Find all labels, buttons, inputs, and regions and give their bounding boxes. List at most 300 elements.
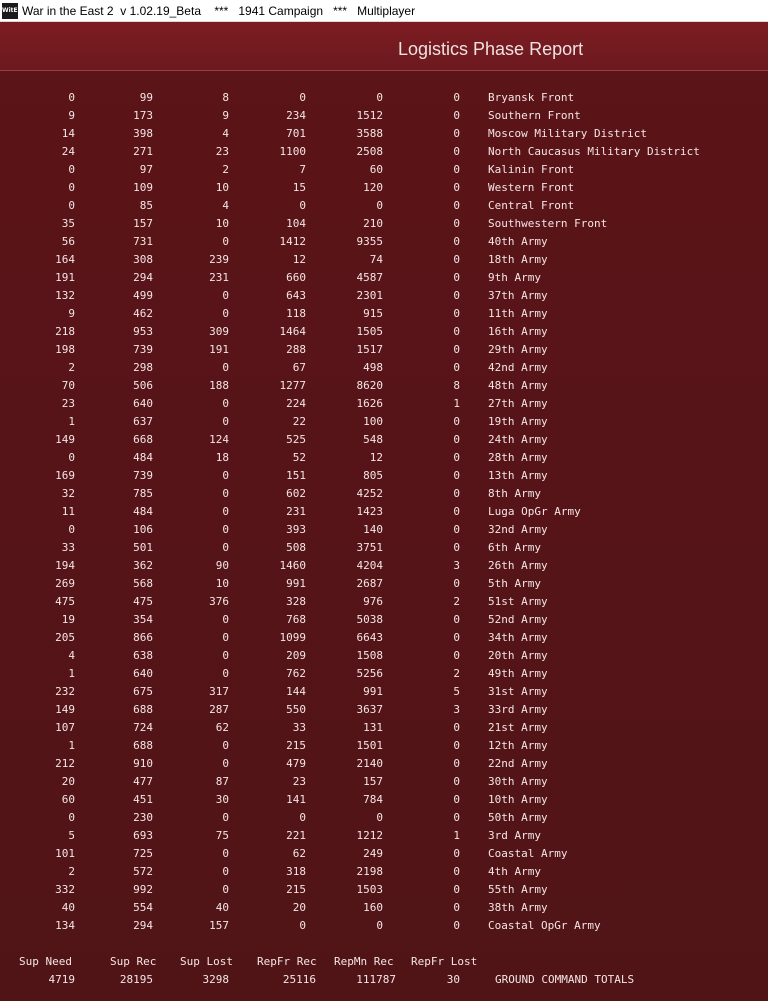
cell-sup-rec: 725 xyxy=(133,847,153,860)
cell-sup-lost: 0 xyxy=(222,649,229,662)
cell-repfr-lost: 0 xyxy=(453,883,460,896)
cell-sup-rec: 910 xyxy=(133,757,153,770)
table-row xyxy=(0,287,768,305)
cell-repfr-lost: 0 xyxy=(453,487,460,500)
cell-sup-lost: 0 xyxy=(222,415,229,428)
cell-sup-need: 101 xyxy=(55,847,75,860)
cell-repfr-rec: 141 xyxy=(286,793,306,806)
cell-sup-rec: 477 xyxy=(133,775,153,788)
cell-sup-lost: 0 xyxy=(222,235,229,248)
cell-sup-lost: 10 xyxy=(215,181,229,194)
cell-repfr-lost: 0 xyxy=(453,109,460,122)
cell-sup-need: 149 xyxy=(55,703,75,716)
cell-repmn-rec: 100 xyxy=(363,415,383,428)
cell-sup-rec: 157 xyxy=(133,217,153,230)
cell-repmn-rec: 0 xyxy=(376,811,383,824)
cell-repfr-lost: 0 xyxy=(453,649,460,662)
cell-repfr-rec: 23 xyxy=(292,775,306,788)
cell-sup-need: 0 xyxy=(68,451,75,464)
window-titlebar xyxy=(0,0,768,22)
cell-repfr-lost: 1 xyxy=(453,829,460,842)
cell-repfr-rec: 12 xyxy=(292,253,306,266)
table-row xyxy=(0,845,768,863)
table-row xyxy=(0,719,768,737)
cell-sup-need: 332 xyxy=(55,883,75,896)
cell-sup-lost: 0 xyxy=(222,613,229,626)
cell-sup-need: 212 xyxy=(55,757,75,770)
cell-sup-lost: 287 xyxy=(209,703,229,716)
cell-sup-lost: 0 xyxy=(222,487,229,500)
cell-sup-lost: 0 xyxy=(222,883,229,896)
table-row xyxy=(0,809,768,827)
cell-repmn-rec: 5256 xyxy=(356,667,383,680)
cell-sup-rec: 739 xyxy=(133,469,153,482)
cell-sup-lost: 4 xyxy=(222,199,229,212)
cell-repfr-rec: 768 xyxy=(286,613,306,626)
cell-repfr-rec: 1099 xyxy=(279,631,306,644)
cell-sup-rec: 294 xyxy=(133,271,153,284)
cell-sup-rec: 688 xyxy=(133,703,153,716)
cell-repfr-rec: 231 xyxy=(286,505,306,518)
cell-sup-need: 0 xyxy=(68,523,75,536)
cell-repmn-rec: 131 xyxy=(363,721,383,734)
cell-sup-rec: 484 xyxy=(133,505,153,518)
cell-repfr-rec: 1460 xyxy=(279,559,306,572)
cell-repfr-lost: 8 xyxy=(453,379,460,392)
cell-sup-lost: 90 xyxy=(215,559,229,572)
cell-repfr-rec: 118 xyxy=(286,307,306,320)
cell-sup-rec: 554 xyxy=(133,901,153,914)
cell-unit-name: 29th Army xyxy=(488,343,548,356)
cell-repmn-rec: 8620 xyxy=(356,379,383,392)
cell-repmn-rec: 140 xyxy=(363,523,383,536)
cell-repfr-lost: 1 xyxy=(453,397,460,410)
cell-unit-name: 21st Army xyxy=(488,721,548,734)
table-row xyxy=(0,179,768,197)
cell-sup-lost: 0 xyxy=(222,739,229,752)
table-row xyxy=(0,755,768,773)
cell-repfr-rec: 151 xyxy=(286,469,306,482)
cell-sup-need: 169 xyxy=(55,469,75,482)
cell-sup-lost: 30 xyxy=(215,793,229,806)
cell-sup-lost: 0 xyxy=(222,865,229,878)
cell-repfr-lost: 3 xyxy=(453,703,460,716)
table-row xyxy=(0,269,768,287)
cell-sup-rec: 308 xyxy=(133,253,153,266)
cell-repfr-lost: 0 xyxy=(453,577,460,590)
cell-repmn-rec: 991 xyxy=(363,685,383,698)
cell-unit-name: 16th Army xyxy=(488,325,548,338)
cell-sup-need: 149 xyxy=(55,433,75,446)
cell-repfr-lost: 0 xyxy=(453,631,460,644)
cell-sup-need: 5 xyxy=(68,829,75,842)
header-repfr-rec: RepFr Rec xyxy=(257,955,317,968)
cell-sup-rec: 637 xyxy=(133,415,153,428)
cell-repmn-rec: 1517 xyxy=(356,343,383,356)
cell-unit-name: 52nd Army xyxy=(488,613,548,626)
total-sup-rec: 28195 xyxy=(119,973,153,986)
cell-repfr-rec: 221 xyxy=(286,829,306,842)
cell-repfr-lost: 0 xyxy=(453,541,460,554)
cell-repfr-lost: 0 xyxy=(453,343,460,356)
cell-sup-lost: 18 xyxy=(215,451,229,464)
cell-repmn-rec: 2687 xyxy=(356,577,383,590)
cell-repmn-rec: 1505 xyxy=(356,325,383,338)
table-row xyxy=(0,503,768,521)
table-row xyxy=(0,431,768,449)
cell-sup-lost: 157 xyxy=(209,919,229,932)
table-row xyxy=(0,521,768,539)
cell-repmn-rec: 157 xyxy=(363,775,383,788)
cell-repfr-lost: 0 xyxy=(453,919,460,932)
cell-sup-rec: 462 xyxy=(133,307,153,320)
cell-sup-need: 0 xyxy=(68,163,75,176)
cell-sup-rec: 354 xyxy=(133,613,153,626)
cell-sup-lost: 0 xyxy=(222,289,229,302)
cell-repfr-lost: 0 xyxy=(453,325,460,338)
cell-repfr-rec: 7 xyxy=(299,163,306,176)
table-row xyxy=(0,197,768,215)
total-repfr-rec: 25116 xyxy=(282,973,316,986)
cell-sup-rec: 85 xyxy=(139,199,153,212)
report-body[interactable] xyxy=(0,71,768,1001)
cell-sup-need: 14 xyxy=(61,127,75,140)
table-row xyxy=(0,629,768,647)
cell-sup-lost: 0 xyxy=(222,397,229,410)
cell-repfr-rec: 762 xyxy=(286,667,306,680)
cell-sup-lost: 0 xyxy=(222,667,229,680)
cell-sup-need: 23 xyxy=(61,397,75,410)
cell-repmn-rec: 9355 xyxy=(356,235,383,248)
cell-repmn-rec: 4587 xyxy=(356,271,383,284)
cell-sup-lost: 87 xyxy=(215,775,229,788)
cell-sup-lost: 317 xyxy=(209,685,229,698)
cell-unit-name: 28th Army xyxy=(488,451,548,464)
window-title: War in the East 2 v 1.02.19_Beta *** 1941 Campaign *** Multiplayer xyxy=(22,3,416,18)
cell-repfr-rec: 602 xyxy=(286,487,306,500)
cell-sup-need: 198 xyxy=(55,343,75,356)
cell-sup-rec: 499 xyxy=(133,289,153,302)
cell-repfr-lost: 0 xyxy=(453,811,460,824)
cell-repmn-rec: 2301 xyxy=(356,289,383,302)
cell-repfr-rec: 643 xyxy=(286,289,306,302)
cell-sup-need: 2 xyxy=(68,865,75,878)
cell-unit-name: 13th Army xyxy=(488,469,548,482)
cell-repmn-rec: 784 xyxy=(363,793,383,806)
cell-unit-name: 33rd Army xyxy=(488,703,548,716)
cell-sup-lost: 40 xyxy=(215,901,229,914)
cell-repmn-rec: 1501 xyxy=(356,739,383,752)
cell-repmn-rec: 2508 xyxy=(356,145,383,158)
cell-unit-name: Coastal OpGr Army xyxy=(488,919,601,932)
cell-sup-need: 11 xyxy=(61,505,75,518)
cell-sup-need: 70 xyxy=(61,379,75,392)
cell-sup-need: 0 xyxy=(68,811,75,824)
totals-label: GROUND COMMAND TOTALS xyxy=(495,973,635,986)
cell-repfr-rec: 215 xyxy=(286,739,306,752)
cell-repfr-rec: 0 xyxy=(299,811,306,824)
table-row xyxy=(0,467,768,485)
cell-repmn-rec: 4204 xyxy=(356,559,383,572)
cell-repmn-rec: 210 xyxy=(363,217,383,230)
cell-unit-name: 4th Army xyxy=(488,865,541,878)
cell-sup-rec: 866 xyxy=(133,631,153,644)
total-sup-lost: 3298 xyxy=(202,973,229,986)
cell-repfr-rec: 1277 xyxy=(279,379,306,392)
cell-repfr-rec: 660 xyxy=(286,271,306,284)
cell-sup-rec: 271 xyxy=(133,145,153,158)
cell-repfr-lost: 0 xyxy=(453,253,460,266)
cell-sup-rec: 294 xyxy=(133,919,153,932)
cell-sup-rec: 173 xyxy=(133,109,153,122)
table-row xyxy=(0,107,768,125)
cell-repfr-lost: 0 xyxy=(453,271,460,284)
cell-sup-rec: 640 xyxy=(133,667,153,680)
cell-unit-name: 31st Army xyxy=(488,685,548,698)
cell-unit-name: 50th Army xyxy=(488,811,548,824)
cell-repmn-rec: 3588 xyxy=(356,127,383,140)
cell-repfr-rec: 33 xyxy=(292,721,306,734)
header-repmn-rec: RepMn Rec xyxy=(334,955,394,968)
cell-sup-rec: 638 xyxy=(133,649,153,662)
cell-repmn-rec: 805 xyxy=(363,469,383,482)
cell-unit-name: 12th Army xyxy=(488,739,548,752)
cell-repfr-lost: 0 xyxy=(453,361,460,374)
cell-sup-rec: 99 xyxy=(139,91,153,104)
cell-sup-need: 0 xyxy=(68,91,75,104)
cell-sup-need: 232 xyxy=(55,685,75,698)
cell-sup-lost: 10 xyxy=(215,577,229,590)
cell-repmn-rec: 5038 xyxy=(356,613,383,626)
cell-sup-rec: 572 xyxy=(133,865,153,878)
table-row xyxy=(0,251,768,269)
cell-sup-need: 0 xyxy=(68,181,75,194)
cell-repfr-lost: 0 xyxy=(453,307,460,320)
cell-unit-name: Luga OpGr Army xyxy=(488,505,581,518)
header-repfr-lost: RepFr Lost xyxy=(411,955,478,968)
cell-sup-need: 56 xyxy=(61,235,75,248)
cell-unit-name: 22nd Army xyxy=(488,757,548,770)
table-row xyxy=(0,377,768,395)
cell-repmn-rec: 1212 xyxy=(356,829,383,842)
cell-repmn-rec: 4252 xyxy=(356,487,383,500)
cell-sup-rec: 953 xyxy=(133,325,153,338)
cell-repfr-rec: 991 xyxy=(286,577,306,590)
cell-unit-name: 38th Army xyxy=(488,901,548,914)
cell-repfr-rec: 393 xyxy=(286,523,306,536)
cell-unit-name: 48th Army xyxy=(488,379,548,392)
cell-repmn-rec: 915 xyxy=(363,307,383,320)
cell-repfr-rec: 224 xyxy=(286,397,306,410)
cell-sup-rec: 693 xyxy=(133,829,153,842)
cell-sup-lost: 0 xyxy=(222,307,229,320)
table-row xyxy=(0,233,768,251)
cell-sup-rec: 298 xyxy=(133,361,153,374)
cell-repfr-rec: 1412 xyxy=(279,235,306,248)
table-row xyxy=(0,125,768,143)
cell-repfr-lost: 0 xyxy=(453,757,460,770)
cell-sup-need: 1 xyxy=(68,415,75,428)
cell-repfr-lost: 0 xyxy=(453,793,460,806)
cell-sup-lost: 309 xyxy=(209,325,229,338)
cell-repfr-lost: 0 xyxy=(453,199,460,212)
cell-sup-rec: 785 xyxy=(133,487,153,500)
cell-repfr-lost: 0 xyxy=(453,91,460,104)
cell-unit-name: 8th Army xyxy=(488,487,541,500)
cell-repfr-rec: 15 xyxy=(292,181,306,194)
cell-repfr-rec: 62 xyxy=(292,847,306,860)
cell-sup-lost: 9 xyxy=(222,109,229,122)
cell-repmn-rec: 498 xyxy=(363,361,383,374)
cell-repmn-rec: 3637 xyxy=(356,703,383,716)
cell-sup-rec: 451 xyxy=(133,793,153,806)
table-row xyxy=(0,827,768,845)
cell-unit-name: 55th Army xyxy=(488,883,548,896)
cell-sup-rec: 675 xyxy=(133,685,153,698)
cell-repfr-lost: 0 xyxy=(453,775,460,788)
cell-sup-rec: 739 xyxy=(133,343,153,356)
cell-repfr-rec: 1464 xyxy=(279,325,306,338)
table-row xyxy=(0,413,768,431)
cell-sup-lost: 0 xyxy=(222,469,229,482)
cell-sup-rec: 506 xyxy=(133,379,153,392)
cell-sup-rec: 688 xyxy=(133,739,153,752)
table-row xyxy=(0,593,768,611)
cell-unit-name: 37th Army xyxy=(488,289,548,302)
cell-sup-rec: 109 xyxy=(133,181,153,194)
cell-repfr-rec: 52 xyxy=(292,451,306,464)
cell-sup-need: 205 xyxy=(55,631,75,644)
cell-sup-lost: 0 xyxy=(222,541,229,554)
cell-sup-lost: 376 xyxy=(209,595,229,608)
header-sup-rec: Sup Rec xyxy=(110,955,157,968)
table-row xyxy=(0,737,768,755)
cell-repfr-lost: 0 xyxy=(453,469,460,482)
cell-unit-name: Western Front xyxy=(488,181,575,194)
table-row xyxy=(0,665,768,683)
cell-unit-name: 40th Army xyxy=(488,235,548,248)
cell-sup-lost: 124 xyxy=(209,433,229,446)
cell-sup-need: 107 xyxy=(55,721,75,734)
cell-sup-lost: 0 xyxy=(222,757,229,770)
cell-repmn-rec: 74 xyxy=(369,253,383,266)
report-title: Logistics Phase Report xyxy=(398,39,584,59)
cell-repmn-rec: 548 xyxy=(363,433,383,446)
table-row xyxy=(0,917,768,935)
cell-sup-lost: 10 xyxy=(215,217,229,230)
table-row xyxy=(0,773,768,791)
cell-unit-name: 49th Army xyxy=(488,667,548,680)
cell-repfr-lost: 0 xyxy=(453,433,460,446)
cell-sup-lost: 8 xyxy=(222,91,229,104)
cell-unit-name: 30th Army xyxy=(488,775,548,788)
cell-sup-need: 35 xyxy=(61,217,75,230)
cell-repfr-lost: 0 xyxy=(453,145,460,158)
cell-sup-lost: 0 xyxy=(222,505,229,518)
cell-repfr-rec: 234 xyxy=(286,109,306,122)
table-row xyxy=(0,143,768,161)
cell-repfr-rec: 67 xyxy=(292,361,306,374)
cell-repmn-rec: 1626 xyxy=(356,397,383,410)
table-row xyxy=(0,395,768,413)
cell-repfr-lost: 0 xyxy=(453,505,460,518)
app-icon: WitE2 xyxy=(2,3,18,19)
cell-unit-name: 27th Army xyxy=(488,397,548,410)
cell-repfr-lost: 0 xyxy=(453,739,460,752)
cell-unit-name: 51st Army xyxy=(488,595,548,608)
cell-sup-lost: 0 xyxy=(222,811,229,824)
cell-unit-name: 3rd Army xyxy=(488,829,541,842)
cell-repfr-rec: 20 xyxy=(292,901,306,914)
cell-sup-lost: 0 xyxy=(222,847,229,860)
cell-unit-name: 42nd Army xyxy=(488,361,548,374)
total-repmn-rec: 111787 xyxy=(356,973,396,986)
cell-repfr-lost: 0 xyxy=(453,127,460,140)
cell-repfr-rec: 288 xyxy=(286,343,306,356)
table-row xyxy=(0,647,768,665)
cell-sup-rec: 475 xyxy=(133,595,153,608)
cell-sup-need: 194 xyxy=(55,559,75,572)
cell-unit-name: Southern Front xyxy=(488,109,581,122)
total-repfr-lost: 30 xyxy=(446,973,460,986)
cell-unit-name: Central Front xyxy=(488,199,575,212)
cell-sup-need: 164 xyxy=(55,253,75,266)
cell-sup-lost: 2 xyxy=(222,163,229,176)
cell-sup-rec: 106 xyxy=(133,523,153,536)
header-sup-need: Sup Need xyxy=(19,955,72,968)
cell-unit-name: 24th Army xyxy=(488,433,548,446)
cell-unit-name: 34th Army xyxy=(488,631,548,644)
cell-sup-need: 20 xyxy=(61,775,75,788)
cell-sup-rec: 668 xyxy=(133,433,153,446)
cell-repfr-rec: 318 xyxy=(286,865,306,878)
table-row xyxy=(0,215,768,233)
cell-sup-need: 33 xyxy=(61,541,75,554)
cell-repmn-rec: 2198 xyxy=(356,865,383,878)
cell-repmn-rec: 1512 xyxy=(356,109,383,122)
cell-repfr-lost: 2 xyxy=(453,595,460,608)
cell-unit-name: Southwestern Front xyxy=(488,217,608,230)
cell-unit-name: 11th Army xyxy=(488,307,548,320)
cell-sup-need: 60 xyxy=(61,793,75,806)
cell-sup-need: 134 xyxy=(55,919,75,932)
cell-repfr-rec: 550 xyxy=(286,703,306,716)
cell-sup-lost: 239 xyxy=(209,253,229,266)
cell-repfr-rec: 0 xyxy=(299,919,306,932)
cell-repmn-rec: 0 xyxy=(376,919,383,932)
cell-sup-need: 191 xyxy=(55,271,75,284)
cell-repmn-rec: 1423 xyxy=(356,505,383,518)
table-row xyxy=(0,89,768,107)
cell-repfr-rec: 1100 xyxy=(279,145,306,158)
cell-sup-need: 24 xyxy=(61,145,75,158)
cell-repfr-lost: 0 xyxy=(453,163,460,176)
cell-sup-need: 218 xyxy=(55,325,75,338)
cell-sup-need: 2 xyxy=(68,361,75,374)
table-row xyxy=(0,323,768,341)
cell-sup-need: 32 xyxy=(61,487,75,500)
cell-repfr-lost: 0 xyxy=(453,415,460,428)
cell-sup-lost: 4 xyxy=(222,127,229,140)
table-row xyxy=(0,359,768,377)
cell-sup-need: 1 xyxy=(68,739,75,752)
cell-repmn-rec: 976 xyxy=(363,595,383,608)
cell-repfr-rec: 215 xyxy=(286,883,306,896)
cell-sup-rec: 97 xyxy=(139,163,153,176)
cell-repfr-lost: 0 xyxy=(453,865,460,878)
cell-sup-need: 9 xyxy=(68,109,75,122)
cell-sup-need: 0 xyxy=(68,199,75,212)
